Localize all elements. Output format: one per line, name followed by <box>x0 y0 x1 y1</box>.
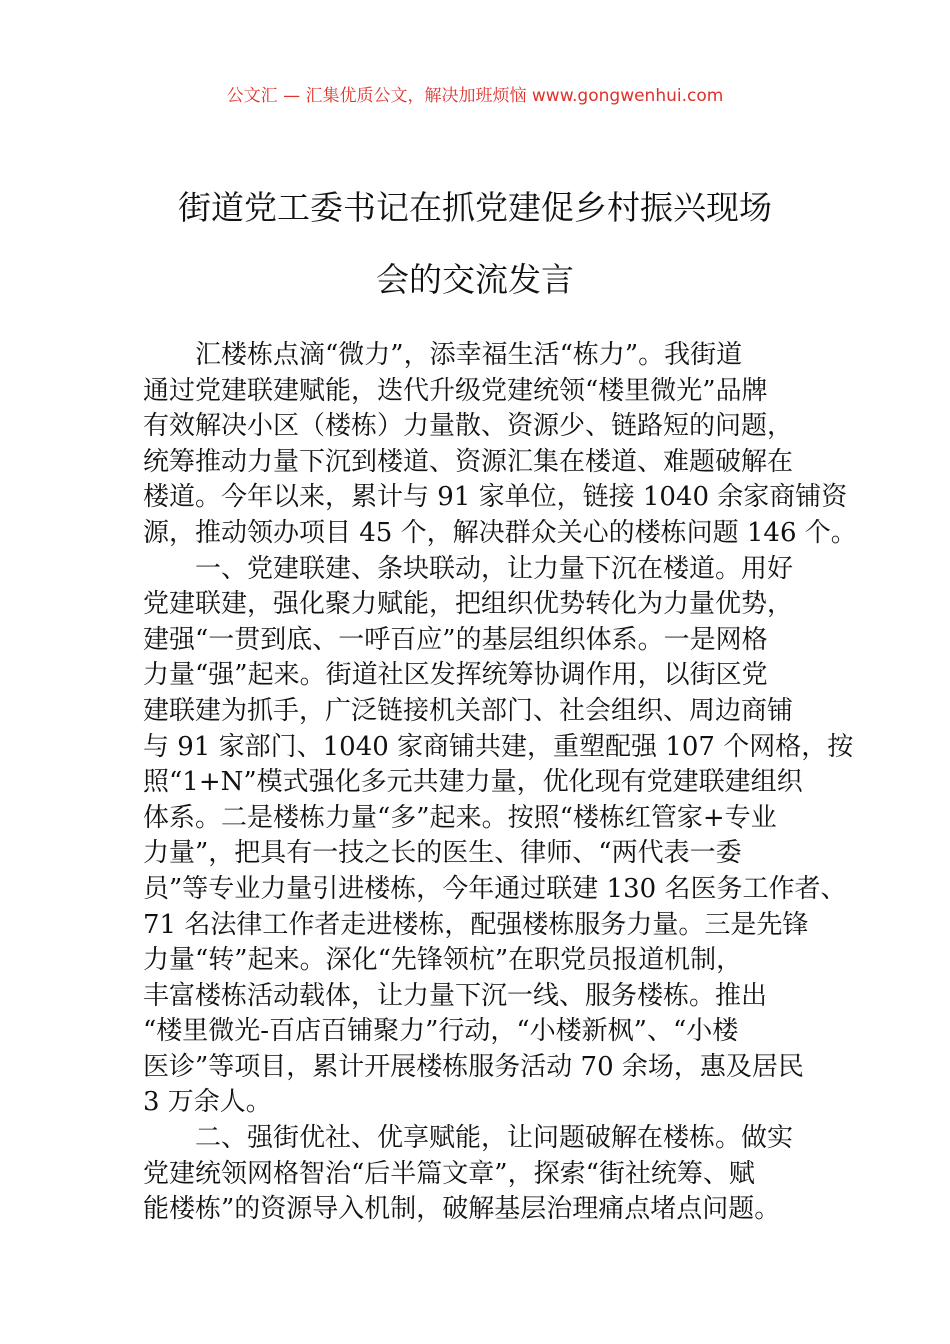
body-line: 力量“强”起来。街道社区发挥统筹协调作用，以街区党 <box>143 660 768 691</box>
document-title <box>130 172 820 316</box>
body-line: “楼里微光-百店百铺聚力”行动，“小楼新枫”、“小楼 <box>143 1016 739 1047</box>
body-line: 体系。二是楼栋力量“多”起来。按照“楼栋红管家+专业 <box>143 802 777 833</box>
document-body <box>143 338 857 1228</box>
body-line: 71 名法律工作者走进楼栋，配强楼栋服务力量。三是先锋 <box>143 909 809 940</box>
body-line: 照“1+N”模式强化多元共建力量，优化现有党建联建组织 <box>143 767 803 798</box>
body-line: 通过党建联建赋能，迭代升级党建统领“楼里微光”品牌 <box>143 375 768 406</box>
body-line: 建强“一贯到底、一呼百应”的基层组织体系。一是网格 <box>143 624 768 655</box>
body-line: 源，推动领办项目 45 个，解决群众关心的楼栋问题 146 个。 <box>143 517 857 548</box>
body-line: 党建统领网格智治“后半篇文章”，探索“街社统筹、赋 <box>143 1158 755 1189</box>
body-line: 丰富楼栋活动载体，让力量下沉一线、服务楼栋。推出 <box>143 980 768 1011</box>
body-line: 建联建为抓手，广泛链接机关部门、社会组织、周边商铺 <box>143 695 794 726</box>
title-line-1: 街道党工委书记在抓党建促乡村振兴现场 <box>178 188 772 227</box>
title-line-2: 会的交流发言 <box>376 260 574 299</box>
body-line: 3 万余人。 <box>143 1087 272 1118</box>
body-line: 有效解决小区（楼栋）力量散、资源少、链路短的问题， <box>143 411 794 442</box>
body-line: 统筹推动力量下沉到楼道、资源汇集在楼道、难题破解在 <box>143 446 794 477</box>
body-line: 力量“转”起来。深化“先锋领杭”在职党员报道机制， <box>143 945 743 976</box>
body-line: 与 91 家部门、1040 家商铺共建，重塑配强 107 个网格，按 <box>143 731 854 762</box>
body-line: 员”等专业力量引进楼栋，今年通过联建 130 名医务工作者、 <box>143 873 847 904</box>
header-watermark: 公文汇 — 汇集优质公文，解决加班烦恼 www.gongwenhui.com <box>226 86 724 106</box>
body-line: 汇楼栋点滴“微力”，添幸福生活“栋力”。我街道 <box>195 340 743 370</box>
body-line: 医诊”等项目，累计开展楼栋服务活动 70 余场，惠及居民 <box>143 1051 804 1082</box>
body-line: 力量”，把具有一技之长的医生、律师、“两代表一委 <box>143 838 742 869</box>
body-line: 二、强街优社、优享赋能，让问题破解在楼栋。做实 <box>195 1123 794 1154</box>
body-line: 能楼栋”的资源导入机制，破解基层治理痛点堵点问题。 <box>143 1194 781 1225</box>
body-line: 楼道。今年以来，累计与 91 家单位，链接 1040 余家商铺资 <box>143 482 848 513</box>
body-line: 一、党建联建、条块联动，让力量下沉在楼道。用好 <box>195 553 794 584</box>
body-line: 党建联建，强化聚力赋能，把组织优势转化为力量优势， <box>143 589 794 620</box>
